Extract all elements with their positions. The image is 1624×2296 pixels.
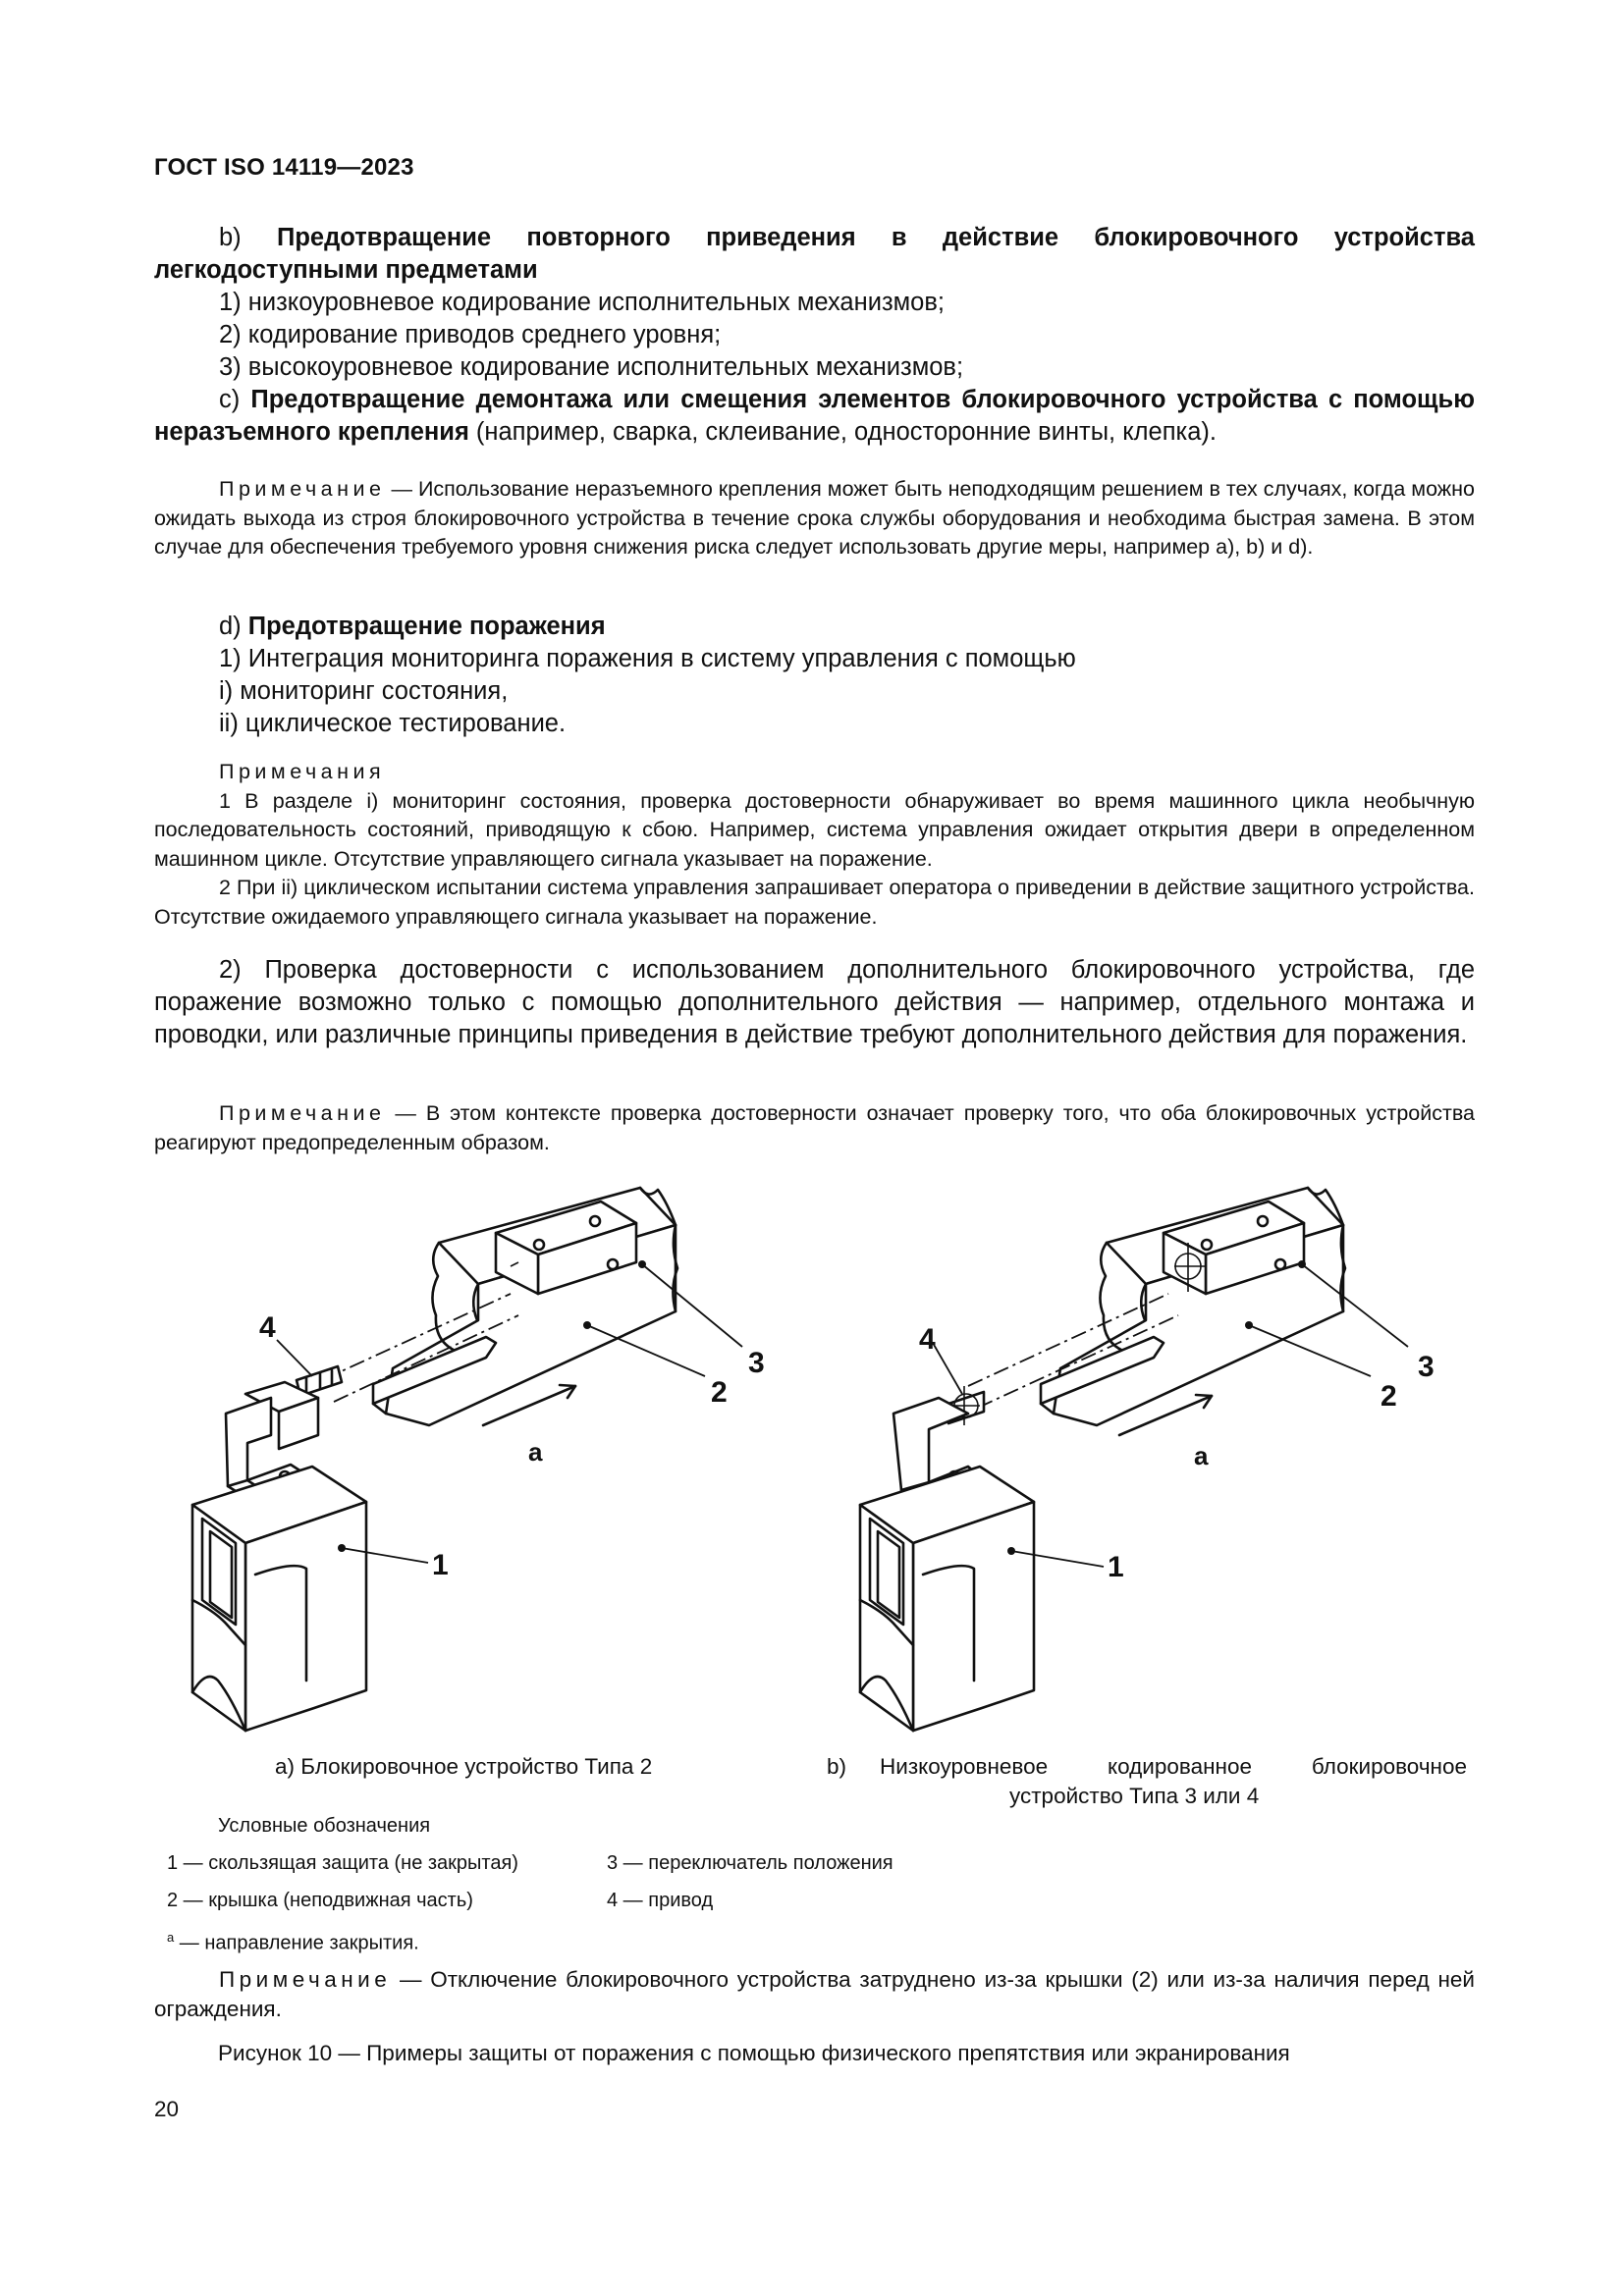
label-1-a: 1 <box>432 1549 449 1581</box>
caption-a: а) Блокировочное устройство Типа 2 <box>275 1754 653 1779</box>
caption-b-line1: Низкоуровневое кодированное блокировочное <box>880 1754 1467 1779</box>
caption-b-letter: b) <box>827 1754 847 1779</box>
label-1-b: 1 <box>1108 1551 1124 1583</box>
legend-title: Условные обозначения <box>218 1815 431 1837</box>
figure-b <box>860 1188 1435 1731</box>
legend-item: 3 — переключатель положения <box>607 1852 893 1874</box>
list-item: 1) низкоуровневое кодирование исполнительных механизмов; <box>219 289 945 316</box>
document-header: ГОСТ ISO 14119—2023 <box>154 154 414 181</box>
note-block: Примечание — Использование неразъемного крепления может быть неподходящим решением в тех случаях, когда можно ожидать выхода из строя блокировочного устройства в течение срока службы оборудования и необходима быстрая замена. В этом случае для обеспечения требуемого уровня снижения риска следует использовать другие меры, например а), b) и d). <box>154 477 1475 559</box>
label-2-a: 2 <box>711 1376 728 1409</box>
figure-a <box>192 1188 765 1731</box>
section-d-heading: d) Предотвращение поражения <box>219 613 606 640</box>
label-a-direction: a <box>1194 1441 1209 1470</box>
label-3-b: 3 <box>1418 1351 1435 1383</box>
notes-label: Примечания <box>219 760 386 783</box>
section-c-title: Предотвращение демонтажа или смещения элементов блокировочного устройства с помощью неразъемного крепления <box>154 386 1475 446</box>
list-item: ii) циклическое тестирование. <box>219 710 567 737</box>
list-item: 2) кодирование приводов среднего уровня; <box>219 321 722 348</box>
note-item: 2 При ii) циклическом испытании система управления запрашивает оператора о приведении в действие защитного устройства. Отсутствие ожидаемого управляющего сигнала указывает на поражение. <box>154 876 1475 929</box>
label-2-b: 2 <box>1380 1380 1397 1413</box>
figure-title: Рисунок 10 — Примеры защиты от поражения с помощью физического препятствия или экранирования <box>218 2041 1290 2065</box>
paragraph: 2) Проверка достоверности с использованием дополнительного блокировочного устройства, где поражение возможно только с помощью дополнительного действия — например, отдельного монтажа и проводки, или различные принципы приведения в действие требуют дополнительного действия для поражения. <box>154 956 1475 1048</box>
legend-item: $^a$ — направление закрытия. <box>167 1930 419 1954</box>
list-item: 3) высокоуровневое кодирование исполнительных механизмов; <box>219 353 964 381</box>
note-block: Примечание — Отключение блокировочного устройства затруднено из-за крышки (2) или из-за наличия перед ней ограждения. <box>154 1967 1475 2021</box>
list-item: 1) Интеграция мониторинга поражения в систему управления с помощью <box>219 645 1076 672</box>
legend-item: 2 — крышка (неподвижная часть) <box>167 1890 473 1911</box>
note-block: Примечание — В этом контексте проверка достоверности означает проверку того, что оба блокировочных устройства реагируют предопределенным образом. <box>154 1101 1475 1154</box>
section-d-title: Предотвращение поражения <box>247 613 606 640</box>
page-number: 20 <box>154 2097 180 2121</box>
section-b-heading: b) Предотвращение повторного приведения в действие блокировочного устройства легкодоступными предметами <box>154 224 1475 284</box>
label-a-direction: a <box>528 1437 543 1467</box>
legend-item: 1 — скользящая защита (не закрытая) <box>167 1852 518 1874</box>
label-4-b: 4 <box>919 1323 936 1356</box>
section-c-heading: с) Предотвращение демонтажа или смещения элементов блокировочного устройства с помощью неразъемного крепления (например, сварка, склеивание, односторонние винты, клепка). <box>154 386 1475 446</box>
note-item: 1 В разделе i) мониторинг состояния, проверка достоверности обнаруживает во время машинного цикла необычную последовательность состояний, приводящую к сбою. Например, система управления ожидает открытия двери в определенном машинном цикле. Отсутствие управляющего сигнала указывает на поражение. <box>154 788 1475 871</box>
caption-b-line2: устройство Типа 3 или 4 <box>1009 1784 1260 1808</box>
label-4-a: 4 <box>259 1311 276 1344</box>
note-label: Примечание <box>219 477 386 501</box>
legend-item: 4 — привод <box>607 1890 714 1911</box>
list-item: i) мониторинг состояния, <box>219 677 509 705</box>
label-3-a: 3 <box>748 1347 765 1379</box>
note-label: Примечание <box>219 1967 392 1992</box>
note-label: Примечание <box>219 1101 386 1125</box>
section-b-title: Предотвращение повторного приведения в действие блокировочного устройства легкодоступными предметами <box>154 224 1475 284</box>
